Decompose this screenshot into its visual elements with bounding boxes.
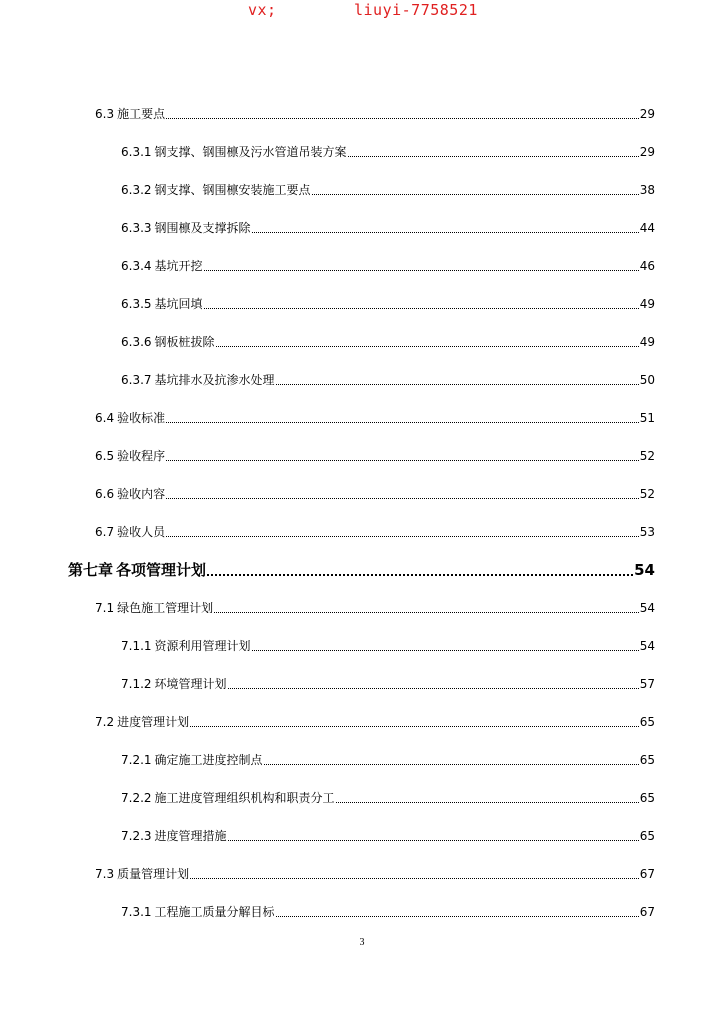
toc-entry-title: 钢支撑、钢围檩安装施工要点 <box>154 183 311 197</box>
toc-leader-dots <box>348 156 639 157</box>
toc-entry-page: 29 <box>639 107 655 121</box>
toc-entry-page: 52 <box>639 449 655 463</box>
toc-entry-page: 38 <box>639 183 655 197</box>
toc-entry-title: 施工要点 <box>117 107 166 121</box>
toc-entry-title: 各项管理计划 <box>116 561 207 579</box>
toc-entry[interactable] <box>121 790 655 806</box>
toc-entry-page: 29 <box>639 145 655 159</box>
toc-entry-number: 7.1 <box>95 601 115 615</box>
toc-entry[interactable] <box>68 560 655 580</box>
toc-leader-dots <box>214 612 639 613</box>
toc-entry-page: 53 <box>639 525 655 539</box>
watermark-left-text: vx; <box>248 1 277 19</box>
toc-leader-dots <box>252 650 639 651</box>
toc-entry-page: 49 <box>639 335 655 349</box>
toc-entry[interactable] <box>95 106 655 122</box>
toc-entry-number: 6.3.3 <box>121 221 152 235</box>
toc-entry-number: 6.4 <box>95 411 115 425</box>
toc-entry-number: 7.3.1 <box>121 905 152 919</box>
toc-entry-title: 验收标准 <box>117 411 166 425</box>
toc-leader-dots <box>190 726 639 727</box>
toc-leader-dots <box>204 308 639 309</box>
toc-entry-number: 7.3 <box>95 867 115 881</box>
toc-entry-title: 施工进度管理组织机构和职责分工 <box>154 791 335 805</box>
toc-leader-dots <box>276 916 639 917</box>
toc-entry-number: 第七章 <box>68 561 114 579</box>
toc-entry[interactable] <box>121 372 655 388</box>
toc-entry[interactable] <box>121 334 655 350</box>
toc-entry-title: 质量管理计划 <box>117 867 190 881</box>
toc-entry[interactable] <box>95 410 655 426</box>
toc-entry-page: 67 <box>639 905 655 919</box>
toc-entry-page: 65 <box>639 791 655 805</box>
toc-leader-dots <box>276 384 639 385</box>
toc-entry-title: 基坑开挖 <box>154 259 203 273</box>
toc-entry-page: 54 <box>634 561 655 579</box>
toc-entry-page: 50 <box>639 373 655 387</box>
toc-entry-page: 49 <box>639 297 655 311</box>
toc-entry-page: 46 <box>639 259 655 273</box>
toc-entry[interactable] <box>95 448 655 464</box>
toc-entry-number: 6.3.4 <box>121 259 152 273</box>
toc-entry-title: 确定施工进度控制点 <box>154 753 263 767</box>
toc-entry-title: 进度管理计划 <box>117 715 190 729</box>
toc-entry-page: 67 <box>639 867 655 881</box>
toc-entry-title: 验收程序 <box>117 449 166 463</box>
toc-entry-page: 54 <box>639 601 655 615</box>
toc-leader-dots <box>228 840 639 841</box>
toc-entry-title: 资源利用管理计划 <box>154 639 251 653</box>
toc-entry-number: 7.2.2 <box>121 791 152 805</box>
toc-entry-page: 65 <box>639 829 655 843</box>
toc-leader-dots <box>264 764 639 765</box>
toc-entry[interactable] <box>95 486 655 502</box>
watermark-right-text: liuyi-7758521 <box>354 1 478 19</box>
toc-entry-title: 钢围檩及支撑拆除 <box>154 221 251 235</box>
toc-entry-number: 6.3.2 <box>121 183 152 197</box>
toc-entry-page: 65 <box>639 753 655 767</box>
toc-entry[interactable] <box>121 220 655 236</box>
toc-leader-dots <box>190 878 639 879</box>
toc-entry[interactable] <box>121 144 655 160</box>
toc-entry-title: 基坑回填 <box>154 297 203 311</box>
toc-entry-title: 进度管理措施 <box>154 829 227 843</box>
toc-entry-number: 6.3 <box>95 107 115 121</box>
toc-entry-number: 7.2.3 <box>121 829 152 843</box>
toc-entry-number: 6.3.7 <box>121 373 152 387</box>
toc-entry-number: 7.2.1 <box>121 753 152 767</box>
toc-entry-title: 钢板桩拔除 <box>154 335 215 349</box>
toc-entry-page: 44 <box>639 221 655 235</box>
toc-entry[interactable] <box>95 524 655 540</box>
toc-entry-title: 验收人员 <box>117 525 166 539</box>
toc-entry[interactable] <box>121 296 655 312</box>
toc-leader-dots <box>204 270 639 271</box>
toc-entry[interactable] <box>121 752 655 768</box>
toc-leader-dots <box>312 194 639 195</box>
toc-entry-number: 6.3.1 <box>121 145 152 159</box>
toc-entry[interactable] <box>121 904 655 920</box>
toc-entry[interactable] <box>95 866 655 882</box>
toc-entry-number: 7.1.2 <box>121 677 152 691</box>
toc-entry[interactable] <box>121 258 655 274</box>
toc-entry-page: 54 <box>639 639 655 653</box>
toc-entry-title: 验收内容 <box>117 487 166 501</box>
toc-entry-title: 基坑排水及抗渗水处理 <box>154 373 275 387</box>
toc-entry-number: 6.6 <box>95 487 115 501</box>
toc-entry-number: 7.2 <box>95 715 115 729</box>
toc-entry-title: 绿色施工管理计划 <box>117 601 214 615</box>
toc-leader-dots <box>228 688 639 689</box>
toc-entry-title: 工程施工质量分解目标 <box>154 905 275 919</box>
toc-entry-number: 6.5 <box>95 449 115 463</box>
page-number: 3 <box>359 937 365 948</box>
toc-entry-title: 钢支撑、钢围檩及污水管道吊装方案 <box>154 145 347 159</box>
toc-leader-dots <box>207 574 633 576</box>
toc-entry-number: 6.3.6 <box>121 335 152 349</box>
watermark <box>0 0 724 24</box>
toc-entry[interactable] <box>121 828 655 844</box>
toc-entry[interactable] <box>121 182 655 198</box>
toc-entry[interactable] <box>95 714 655 730</box>
toc-entry-number: 6.7 <box>95 525 115 539</box>
toc-entry-number: 6.3.5 <box>121 297 152 311</box>
toc-leader-dots <box>252 232 639 233</box>
toc-entry[interactable] <box>95 600 655 616</box>
toc-entry[interactable] <box>121 638 655 654</box>
toc-entry-page: 65 <box>639 715 655 729</box>
toc-entry-page: 52 <box>639 487 655 501</box>
toc-entry-page: 57 <box>639 677 655 691</box>
toc-leader-dots <box>336 802 639 803</box>
toc-leader-dots <box>166 460 639 461</box>
toc-entry[interactable] <box>121 676 655 692</box>
toc-leader-dots <box>166 498 639 499</box>
toc-leader-dots <box>216 346 639 347</box>
toc-entry-number: 7.1.1 <box>121 639 152 653</box>
toc-entry-title: 环境管理计划 <box>154 677 227 691</box>
toc-leader-dots <box>166 536 639 537</box>
toc-entry-page: 51 <box>639 411 655 425</box>
toc-leader-dots <box>166 118 639 119</box>
toc-leader-dots <box>166 422 639 423</box>
